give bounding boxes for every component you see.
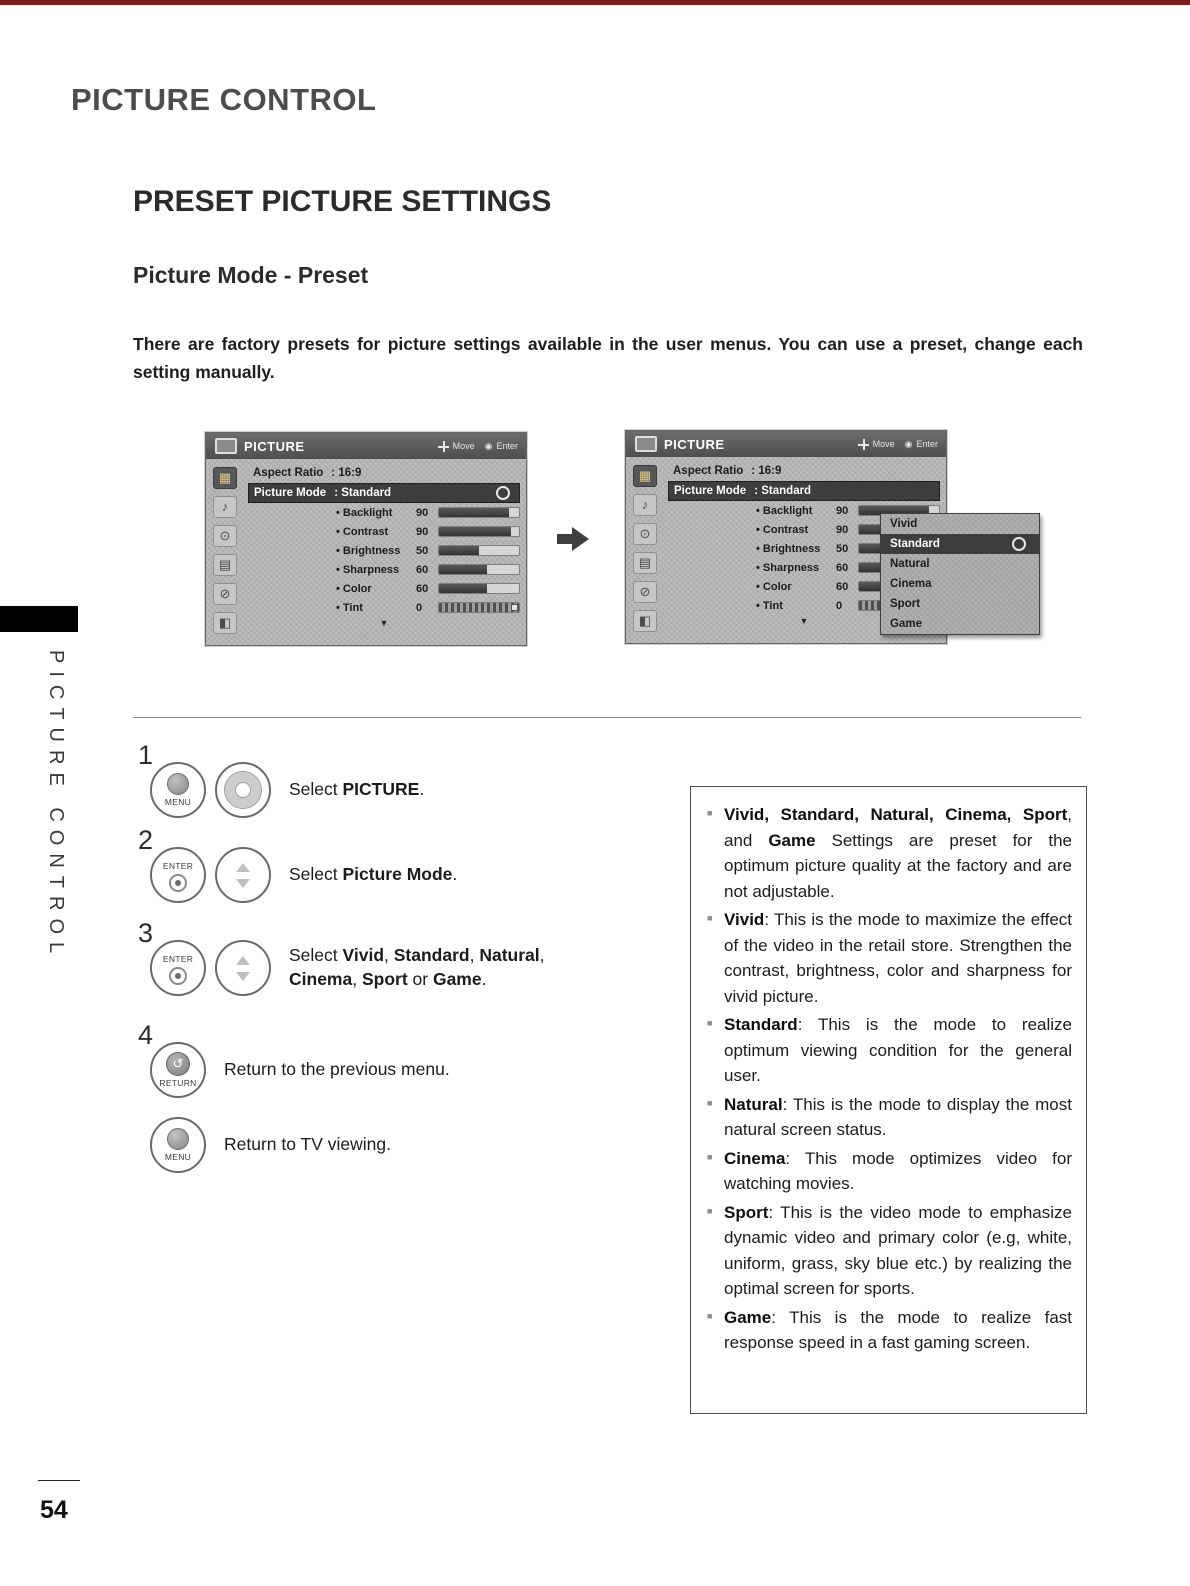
picture-menu-icon: ▦ <box>213 467 237 489</box>
enter-label: Enter <box>496 441 518 451</box>
picture-mode-dropdown <box>880 513 1040 635</box>
osd-content <box>664 457 946 643</box>
section-title: PRESET PICTURE SETTINGS <box>133 185 552 218</box>
info-item-natural: ■ Natural: This is the mode to display the most natural screen status. <box>707 1094 1072 1139</box>
mode-descriptions-box <box>690 786 1087 1414</box>
transition-arrow-icon <box>557 527 593 551</box>
slider-brightness: • Brightness 50 <box>668 539 940 558</box>
arrow-down-icon <box>236 972 250 981</box>
osd-body <box>626 457 946 643</box>
dpad-button <box>215 762 271 818</box>
step-instruction: Select PICTURE. <box>289 779 425 800</box>
osd-title: PICTURE <box>664 436 725 452</box>
enter-button: ENTER <box>150 940 206 996</box>
enter-icon: ◉ <box>904 438 913 449</box>
enter-button: ENTER <box>150 847 206 903</box>
slider-track <box>438 545 520 556</box>
bullet-icon: ■ <box>707 808 713 818</box>
lock-menu-icon: ⊘ <box>633 581 657 603</box>
osd-screen-after <box>625 430 947 644</box>
slider-backlight: • Backlight 90 <box>668 501 940 520</box>
option-menu-icon: ▤ <box>633 552 657 574</box>
enter-icon: ◉ <box>484 440 493 451</box>
osd-title: PICTURE <box>244 438 305 454</box>
dropdown-option-cinema: Cinema <box>890 578 932 590</box>
audio-menu-icon: ♪ <box>633 494 657 516</box>
picture-mode-label: Picture Mode <box>254 487 327 499</box>
step-2 <box>138 825 589 903</box>
osd-header <box>626 431 946 457</box>
step-instruction: Return to TV viewing. <box>224 1134 391 1155</box>
bullet-icon: ■ <box>707 913 713 923</box>
slider-color: • Color 60 <box>668 577 940 596</box>
move-label: Move <box>872 439 895 449</box>
tv-icon <box>635 436 657 452</box>
picture-menu-icon: ▦ <box>633 465 657 487</box>
page-number: 54 <box>40 1496 68 1524</box>
step-instruction: Return to the previous menu. <box>224 1059 450 1080</box>
scroll-down-icon: ▼ <box>799 616 809 626</box>
input-menu-icon: ◧ <box>633 610 657 632</box>
bullet-icon: ■ <box>707 1097 713 1108</box>
slider-track <box>438 507 520 518</box>
tv-icon <box>215 438 237 454</box>
slider-contrast: • Contrast 90 <box>668 520 940 539</box>
osd-content <box>244 459 526 645</box>
option-menu-icon: ▤ <box>213 554 237 576</box>
slider-track <box>438 583 520 594</box>
arrow-down-icon <box>236 879 250 888</box>
enter-button-icon <box>169 874 187 892</box>
picture-mode-label: Picture Mode <box>674 485 747 497</box>
osd-icon-column <box>626 457 664 643</box>
enter-button-icon <box>169 967 187 985</box>
step-1 <box>138 740 589 818</box>
osd-body <box>206 459 526 645</box>
move-label: Move <box>452 441 475 451</box>
page-number-rule <box>38 1480 80 1481</box>
move-icon <box>858 439 869 450</box>
osd-header <box>206 433 526 459</box>
menu-button: MENU <box>150 1117 206 1173</box>
return-button: ↺ RETURN <box>150 1042 206 1098</box>
slider-track <box>438 602 520 613</box>
osd-icon-column <box>206 459 244 645</box>
selected-radio-icon <box>496 486 510 500</box>
picture-mode-row <box>668 481 940 501</box>
menu-button-icon <box>167 773 189 795</box>
info-item-sport: ■ Sport: This is the video mode to emphasize dynamic video and primary color (e.g, white, uniform, grass, sky blue etc.) by realizing the optimal screen for sports. <box>707 1202 1072 1298</box>
arrow-up-icon <box>236 863 250 872</box>
aspect-ratio-row <box>668 461 940 481</box>
menu-button-icon <box>167 1128 189 1150</box>
section-divider <box>133 717 1081 718</box>
dropdown-option-game: Game <box>890 618 922 630</box>
return-button-icon: ↺ <box>166 1052 190 1076</box>
info-item-vivid: ■ Vivid: This is the mode to maximize the effect of the video in the retail store. Strengthen the contrast, brightness, color and sharpness for vivid picture. <box>707 910 1072 1006</box>
slider-backlight: • Backlight 90 <box>248 503 520 522</box>
aspect-ratio-row <box>248 463 520 483</box>
chapter-title: PICTURE CONTROL <box>71 82 377 117</box>
enter-label: Enter <box>916 439 938 449</box>
move-icon <box>438 441 449 452</box>
aspect-ratio-label: Aspect Ratio <box>253 467 324 479</box>
bullet-icon: ■ <box>707 1310 713 1321</box>
dropdown-option-vivid: Vivid <box>890 518 918 530</box>
input-menu-icon: ◧ <box>213 612 237 634</box>
osd-nav-hints <box>438 441 526 452</box>
step-instruction: Select Vivid, Standard, Natural, Cinema, Sport or Game. <box>289 945 545 989</box>
step-number: 3 <box>138 918 154 948</box>
info-item-preset: ■ Vivid, Standard, Natural, Cinema, Sport, and Game Settings are preset for the optimum picture quality at the factory and are not adjustable. <box>707 805 1072 901</box>
scroll-down-icon: ▼ <box>379 618 389 628</box>
step-3 <box>138 918 589 996</box>
info-item-cinema: ■ Cinema: This mode optimizes video for watching movies. <box>707 1148 1072 1193</box>
picture-mode-value: : Standard <box>754 485 812 497</box>
osd-screen-before <box>205 432 527 646</box>
dropdown-option-sport: Sport <box>890 598 921 610</box>
dpad-ring-icon <box>225 772 261 808</box>
arrow-up-icon <box>236 956 250 965</box>
aspect-ratio-value: : 16:9 <box>331 467 362 479</box>
slider-brightness: • Brightness 50 <box>248 541 520 560</box>
aspect-ratio-value: : 16:9 <box>751 465 782 477</box>
bullet-icon: ■ <box>707 1205 713 1216</box>
step-4 <box>138 1020 524 1173</box>
osd-nav-hints <box>858 439 946 450</box>
step-number: 4 <box>138 1020 154 1050</box>
dropdown-option-natural: Natural <box>890 558 930 570</box>
info-item-standard: ■ Standard: This is the mode to realize optimum viewing condition for the general user. <box>707 1015 1072 1085</box>
audio-menu-icon: ♪ <box>213 496 237 518</box>
lock-menu-icon: ⊘ <box>213 583 237 605</box>
selected-radio-icon <box>1012 537 1026 551</box>
page-top-edge <box>0 0 1190 5</box>
step-instruction: Select Picture Mode. <box>289 864 458 885</box>
slider-tint: • Tint 0 <box>248 598 520 617</box>
slider-sharpness: • Sharpness 60 <box>668 558 940 577</box>
bullet-icon: ■ <box>707 1151 713 1162</box>
step-number: 1 <box>138 740 154 770</box>
slider-color: • Color 60 <box>248 579 520 598</box>
bullet-icon: ■ <box>707 1018 713 1028</box>
time-menu-icon: ⊙ <box>213 525 237 547</box>
dropdown-option-standard: Standard <box>881 534 1039 554</box>
slider-tint: • Tint 0 <box>668 596 940 615</box>
step-number: 2 <box>138 825 154 855</box>
sidebar-chapter-text: PICTURE CONTROL <box>45 650 67 962</box>
updown-button <box>215 847 271 903</box>
slider-sharpness: • Sharpness 60 <box>248 560 520 579</box>
intro-paragraph: There are factory presets for picture settings available in the user menus. You can use a preset, change each setting manually. <box>133 333 1083 382</box>
slider-contrast: • Contrast 90 <box>248 522 520 541</box>
picture-mode-row <box>248 483 520 503</box>
slider-track <box>438 526 520 537</box>
picture-mode-value: : Standard <box>334 487 392 499</box>
slider-track <box>438 564 520 575</box>
time-menu-icon: ⊙ <box>633 523 657 545</box>
updown-button <box>215 940 271 996</box>
aspect-ratio-label: Aspect Ratio <box>673 465 744 477</box>
chapter-tab <box>0 606 78 632</box>
info-item-game: ■ Game: This is the mode to realize fast response speed in a fast gaming screen. <box>707 1307 1072 1352</box>
subsection-title: Picture Mode - Preset <box>133 262 369 288</box>
menu-button: MENU <box>150 762 206 818</box>
